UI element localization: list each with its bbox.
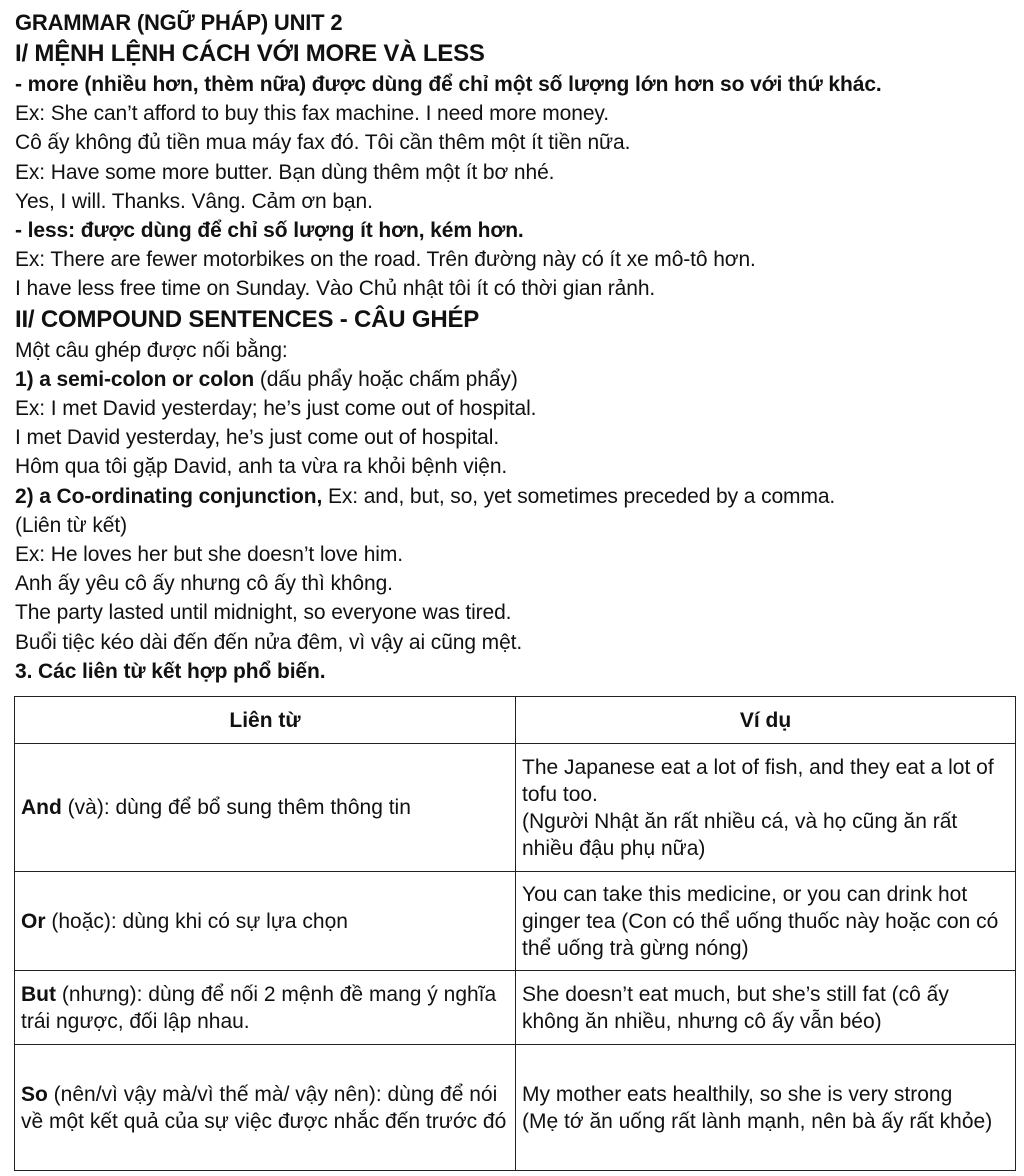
item2-example-1-translation: Anh ấy yêu cô ấy nhưng cô ấy thì không. — [15, 572, 393, 596]
conjunction-word: Or — [21, 909, 46, 933]
table-row — [15, 1045, 1016, 1171]
conjunction-cell — [15, 744, 516, 872]
section2-heading: II/ COMPOUND SENTENCES - CÂU GHÉP — [15, 305, 480, 333]
more-example-1-translation: Cô ấy không đủ tiền mua máy fax đó. Tôi cần thêm một ít tiền nữa. — [15, 131, 631, 155]
conjunction-word: And — [21, 796, 62, 819]
more-rule: - more (nhiều hơn, thèm nữa) được dùng để chỉ một số lượng lớn hơn so với thứ khác. — [15, 73, 882, 96]
less-example-1: Ex: There are fewer motorbikes on the road. Trên đường này có ít xe mô-tô hơn. — [15, 248, 756, 272]
item1-note: (dấu phẩy hoặc chấm phẩy) — [254, 367, 518, 391]
example-cell — [516, 971, 1016, 1045]
conjunction-table — [14, 696, 1016, 1171]
conjunction-meaning: (hoặc): dùng khi có sự lựa chọn — [45, 909, 348, 933]
table-row — [15, 971, 1016, 1045]
table-header-row — [15, 697, 1016, 744]
example-cell — [516, 1045, 1016, 1171]
item2-example-2-translation: Buổi tiệc kéo dài đến đến nửa đêm, vì vậy ai cũng mệt. — [15, 630, 523, 654]
conjunction-meaning: (nên/vì vậy mà/vì thế mà/ vậy nên): dùng để nói về một kết quả của sự việc được nhắc đến trước đó — [21, 1082, 507, 1133]
item2-example-1: Ex: He loves her but she doesn’t love him. — [15, 543, 404, 567]
item1-example-2: I met David yesterday, he’s just come out of hospital. — [15, 426, 500, 450]
item2-note: Ex: and, but, so, yet sometimes preceded by a comma. — [322, 484, 836, 508]
example-text: She doesn’t eat much, but she’s still fat (cô ấy không ăn nhiều, nhưng cô ấy vẫn béo) — [522, 982, 949, 1033]
example-cell — [516, 744, 1016, 872]
example-translation: (Người Nhật ăn rất nhiều cá, và họ cũng ăn rất nhiều đậu phụ nữa) — [522, 809, 958, 860]
example-cell — [516, 872, 1016, 971]
item2-label: 2) a Co-ordinating conjunction, — [15, 484, 323, 508]
doc-title: GRAMMAR (NGỮ PHÁP) UNIT 2 — [15, 10, 343, 35]
example-translation: (Mẹ tớ ăn uống rất lành mạnh, nên bà ấy rất khỏe) — [522, 1109, 993, 1133]
item1-example-1: Ex: I met David yesterday; he’s just come out of hospital. — [15, 397, 537, 421]
item3-heading: 3. Các liên từ kết hợp phổ biến. — [15, 659, 326, 683]
conjunction-cell — [15, 971, 516, 1045]
item1-label: 1) a semi-colon or colon — [15, 367, 255, 391]
table-row — [15, 872, 1016, 971]
more-example-1: Ex: She can’t afford to buy this fax machine. I need more money. — [15, 102, 609, 126]
more-example-2-reply: Yes, I will. Thanks. Vâng. Cảm ơn bạn. — [15, 189, 373, 213]
column-header-example: Ví dụ — [516, 697, 1016, 744]
item1-line — [15, 365, 1010, 394]
conjunction-cell — [15, 1045, 516, 1171]
example-text: The Japanese eat a lot of fish, and they eat a lot of tofu too. — [522, 755, 994, 806]
conjunction-cell — [15, 872, 516, 971]
more-example-2: Ex: Have some more butter. Bạn dùng thêm một ít bơ nhé. — [15, 160, 555, 184]
item2-line — [15, 482, 1010, 511]
conjunction-meaning: (và): dùng để bổ sung thêm thông tin — [61, 796, 411, 819]
example-text: My mother eats healthily, so she is very strong — [522, 1082, 953, 1106]
conjunction-meaning: (nhưng): dùng để nối 2 mệnh đề mang ý nghĩa trái ngược, đối lập nhau. — [21, 982, 497, 1033]
item1-translation: Hôm qua tôi gặp David, anh ta vừa ra khỏi bệnh viện. — [15, 455, 508, 479]
conjunction-word: But — [21, 982, 56, 1006]
compound-intro: Một câu ghép được nối bằng: — [15, 338, 288, 362]
item2-note-vi: (Liên từ kết) — [15, 513, 127, 537]
section1-heading: I/ MỆNH LỆNH CÁCH VỚI MORE VÀ LESS — [15, 40, 485, 67]
example-text: You can take this medicine, or you can drink hot ginger tea (Con có thể uống thuốc này hoặc con có thể uống trà gừng nóng) — [522, 882, 999, 960]
item2-example-2: The party lasted until midnight, so everyone was tired. — [15, 601, 512, 625]
less-example-2: I have less free time on Sunday. Vào Chủ nhật tôi ít có thời gian rảnh. — [15, 277, 656, 301]
column-header-conjunction: Liên từ — [15, 697, 516, 744]
table-row — [15, 744, 1016, 872]
conjunction-word: So — [21, 1082, 48, 1106]
less-rule: - less: được dùng để chỉ số lượng ít hơn, kém hơn. — [15, 219, 524, 243]
